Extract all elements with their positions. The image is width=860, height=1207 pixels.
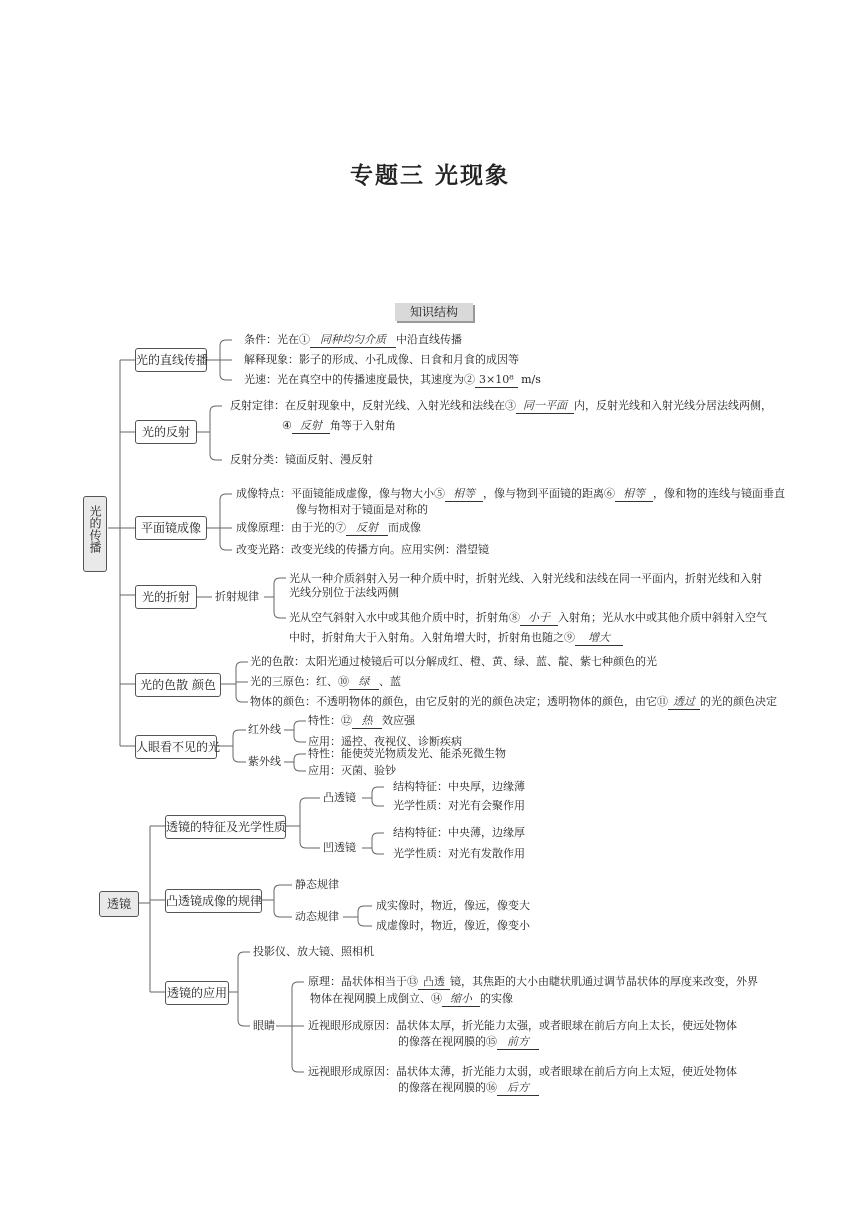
- virtual-image-rule: 成虚像时，物近，像近，像变小: [376, 919, 530, 932]
- node-invisible-light: 人眼看不见的光: [135, 735, 217, 759]
- mirror-features: 成像特点：平面镜能成虚像，像与物大小⑤ 相等 ，像与物到平面镜的距离⑥ 相等 ，像和物的连线与镜面垂直: [236, 487, 785, 500]
- root-light-propagation: 光的传播: [83, 496, 107, 572]
- answer-14: 缩小: [442, 992, 480, 1007]
- ultraviolet-application: 应用：灭菌、验钞: [308, 764, 396, 777]
- infrared-label: 红外线: [248, 723, 281, 736]
- dispersion-1: 光的色散：太阳光通过棱镜后可以分解成红、橙、黄、绿、蓝、靛、紫七种颜色的光: [250, 655, 657, 668]
- answer-16: 后方: [497, 1081, 539, 1096]
- infrared-application: 应用：遥控、夜视仪、诊断疾病: [308, 735, 462, 748]
- reflection-law: 反射定律：在反射现象中，反射光线、入射光线和法线在③ 同一平面 内，反射光线和入射光线分居法线两侧，: [230, 399, 772, 412]
- answer-15: 前方: [497, 1035, 539, 1050]
- dynamic-rules: 动态规律: [295, 910, 339, 923]
- refraction-rule-2: 光从空气斜射入水中或其他介质中时，折射角⑧ 小于 入射角；光从水中或其他介质中斜射入空气: [289, 611, 767, 624]
- root-lens: 透镜: [99, 891, 139, 917]
- convex-optics: 光学性质：对光有会聚作用: [393, 799, 525, 812]
- answer-5: 相等: [445, 487, 483, 502]
- ultraviolet-feature: 特性：能使荧光物质发光、能杀死微生物: [308, 747, 506, 760]
- refraction-law-label: 折射规律: [215, 590, 259, 603]
- answer-9: 增大: [575, 631, 623, 646]
- page-title: 专题三 光现象: [349, 163, 510, 189]
- node-lens-properties: 透镜的特征及光学性质: [165, 815, 286, 839]
- answer-6: 相等: [615, 487, 653, 502]
- mirror-principle: 成像原理：由于光的⑦ 反射 而成像: [236, 521, 421, 534]
- answer-3: 同一平面: [516, 399, 574, 414]
- reflection-law-2: ④ 反射 角等于入射角: [282, 419, 396, 432]
- straight-condition: 条件：光在① 同种均匀介质 中沿直线传播: [244, 333, 462, 346]
- node-convex-imaging-rules: 凸透镜成像的规律: [165, 889, 262, 913]
- straight-explain: 解释现象：影子的形成、小孔成像、日食和月食的成因等: [244, 353, 519, 366]
- eye-label: 眼睛: [253, 1019, 275, 1032]
- answer-11: 透过: [668, 695, 700, 710]
- reflection-types: 反射分类：镜面反射、漫反射: [230, 453, 373, 466]
- node-dispersion-color: 光的色散 颜色: [135, 673, 221, 697]
- convex-structure: 结构特征：中央厚，边缘薄: [393, 780, 525, 793]
- mirror-path: 改变光路：改变光线的传播方向。应用实例：潜望镜: [236, 543, 489, 556]
- eye-principle: 原理：晶状体相当于⑬ 凸透 镜，其焦距的大小由睫状肌通过调节晶状体的厚度来改变，外界: [308, 975, 758, 988]
- answer-7: 反射: [346, 521, 388, 536]
- straight-speed: 光速：光在真空中的传播速度最快，其速度为② 3×10⁸ m/s: [244, 373, 541, 386]
- ultraviolet-label: 紫外线: [248, 755, 281, 768]
- convex-lens-label: 凸透镜: [323, 791, 356, 804]
- refraction-rule-3: 中时，折射角大于入射角。入射角增大时，折射角也随之⑨ 增大: [289, 631, 623, 646]
- hyperopia-cause-2: 的像落在视网膜的⑯ 后方: [398, 1081, 539, 1096]
- node-lens-applications: 透镜的应用: [165, 981, 229, 1005]
- answer-1: 同种均匀介质: [310, 333, 396, 348]
- hyperopia-cause: 远视眼形成原因：晶状体太薄，折光能力太弱，或者眼球在前后方向上太短，使近处物体: [308, 1065, 737, 1078]
- dispersion-object-color: 物体的颜色：不透明物体的颜色，由它反射的光的颜色决定；透明物体的颜色，由它⑪ 透过 的光的颜色决定: [250, 695, 777, 708]
- lens-devices: 投影仪、放大镜、照相机: [253, 945, 374, 958]
- node-straight-propagation: 光的直线传播: [135, 348, 207, 372]
- concave-structure: 结构特征：中央薄，边缘厚: [393, 826, 525, 839]
- node-plane-mirror: 平面镜成像: [135, 516, 207, 540]
- static-rules: 静态规律: [295, 878, 339, 891]
- node-reflection: 光的反射: [135, 420, 197, 444]
- eye-principle-2: 物体在视网膜上成倒立、⑭ 缩小 的实像: [310, 992, 513, 1005]
- dispersion-primary-colors: 光的三原色：红、⑩ 绿 、蓝: [250, 675, 401, 688]
- node-refraction: 光的折射: [135, 585, 197, 609]
- answer-12: 热: [352, 714, 382, 729]
- answer-4: 反射: [292, 419, 330, 434]
- answer-2: 3×10⁸: [475, 373, 518, 388]
- myopia-cause: 近视眼形成原因：晶状体太厚，折光能力太强，或者眼球在前后方向上太长，使远处物体: [308, 1019, 737, 1032]
- answer-13: 凸透: [418, 975, 450, 990]
- refraction-rule-1a: 光从一种介质斜射入另一种介质中时，折射光线、入射光线和法线在同一平面内，折射光线和入射: [289, 572, 762, 585]
- section-banner: 知识结构: [395, 303, 473, 321]
- concave-optics: 光学性质：对光有发散作用: [393, 847, 525, 860]
- answer-8: 小于: [520, 611, 558, 626]
- myopia-cause-2: 的像落在视网膜的⑮ 前方: [398, 1035, 539, 1050]
- real-image-rule: 成实像时，物近，像远，像变大: [376, 899, 530, 912]
- concave-lens-label: 凹透镜: [323, 841, 356, 854]
- infrared-feature: 特性：⑫ 热 效应强: [308, 714, 415, 727]
- answer-10: 绿: [349, 675, 379, 690]
- refraction-rule-1b: 光线分别位于法线两侧: [289, 586, 399, 599]
- mirror-features-2: 像与物相对于镜面是对称的: [296, 503, 428, 516]
